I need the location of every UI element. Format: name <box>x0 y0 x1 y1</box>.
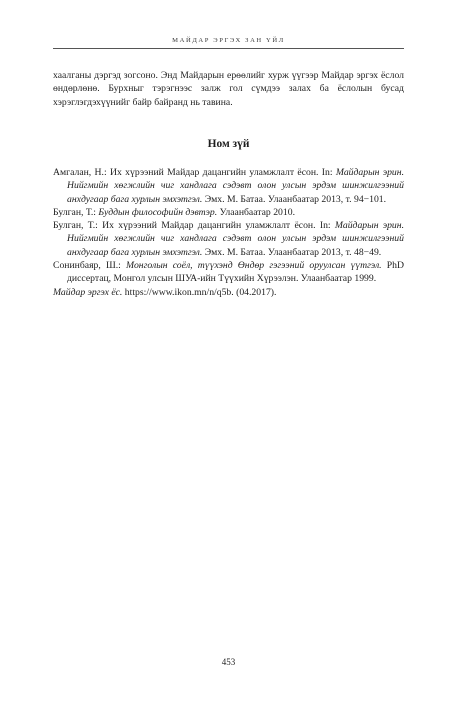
reference-entry <box>53 286 404 299</box>
reference-link: https://www.ikon.mn/n/q5b. (04.2017). <box>122 286 277 298</box>
reference-entry <box>53 259 404 286</box>
reference-text: Улаанбаатар 2010. <box>217 206 295 218</box>
bibliography-list <box>53 166 404 299</box>
reference-title: Монголын соёл, түүхэнд Өндөр гэгээний оруулсан үүтгэл. <box>126 260 382 272</box>
reference-entry <box>53 206 404 219</box>
reference-text: PhD диссертац, Монгол улсын ШУА-ийн Түүхийн Хүрээлэн. Улаанбаатар 1999. <box>67 260 404 285</box>
reference-title: Буддын философийн дэвтэр. <box>98 206 218 218</box>
intro-paragraph: хаалганы дэргэд зогсоно. Энд Майдарын ерөөлийг хурж үүгээр Майдар эргэх ёслол өндөрлөнө. Бурхныг тэрэгнээс залж гол сүмдээ залах ба ёслолын бусад хэрэглэгдэхүүнийг байр байранд нь тавина. <box>53 70 404 108</box>
reference-title: Майдарын эрин. Нийгмийн хөгжлийн чиг хандлага сэдэвт олон улсын эрдэм шинжилгээний анхдугаар бага хурлын эмхэтгэл. <box>67 220 405 258</box>
reference-title: Майдар эргэх ёс. <box>53 286 123 298</box>
reference-text: Эмх. М. Батаа. Улаанбаатар 2013, т. 94−101. <box>202 193 387 205</box>
page-number: 453 <box>221 657 236 667</box>
running-header: МАЙДАР ЭРГЭХ ЗАН ҮЙЛ <box>172 37 285 44</box>
reference-text: Булган, Т.: <box>53 206 99 218</box>
reference-text: Сонинбаяр, Ш.: <box>53 260 127 272</box>
reference-entry <box>53 166 404 206</box>
intro-paragraph-block <box>53 69 404 109</box>
bibliography-title: Ном зүй <box>207 138 250 150</box>
reference-text: Булган, Т.: Их хүрээний Майдар дацангийн уламжлалт ёсон. In: <box>53 220 335 232</box>
reference-title: Майдарын эрин. Нийгмийн хөгжлийн чиг хандлага сэдэвт олон улсын эрдэм шинжилгээний анхдугаар бага хурлын эмхэтгэл. <box>67 167 405 205</box>
reference-text: Амгалан, Н.: Их хүрээний Майдар дацангийн уламжлалт ёсон. In: <box>53 167 336 178</box>
reference-entry <box>53 219 404 259</box>
header-rule <box>53 48 404 49</box>
reference-text: Эмх. М. Батаа. Улаанбаатар 2013, т. 48−49. <box>202 246 382 258</box>
